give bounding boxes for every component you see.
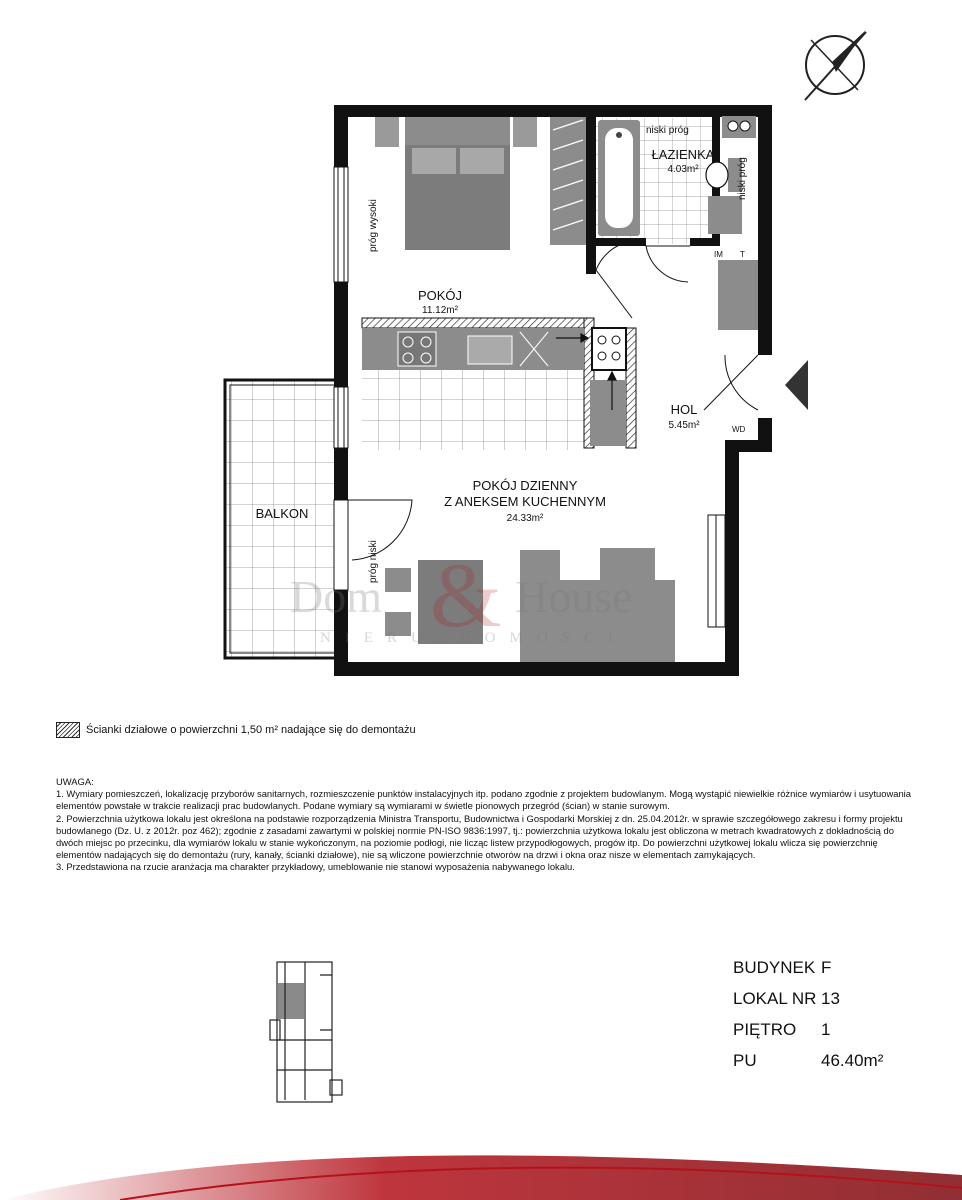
living-area: 24.33m² [506, 513, 544, 524]
hall-name: HOL [670, 402, 698, 417]
spec-value: F [821, 957, 832, 977]
key-plan [270, 962, 342, 1102]
t-label: T [740, 250, 745, 259]
note-item: 3. Przedstawiona na rzucie aranżacja ma charakter przykładowy, umeblowanie nie stanowi wyposażenia nabywanego lokalu. [56, 861, 575, 873]
bedroom-area: 11.12m² [422, 305, 458, 316]
note-item: 2. Powierzchnia użytkowa lokalu jest określona na podstawie rozporządzenia Ministra Transportu, Budownictwa i Gospodarki Morskiej z dn. 25.04.2012r. w sprawie szczegółowego zakresu i formy projektu budowlanego (Dz. U. z 2012r. poz 462); zgodnie z zasadami zawartymi w polskiej normie PN-ISO 9836:1997, tj.: powierzchnia użytkowa lokalu jest obliczona w metrach kwadratowych z dokładnością do dwóch miejsc po przecinku, dla wymiarów lokalu w stanie wykończonym, na poziomie podłogi, nie licząc listew przypodłogowych, progów itp. Do powierzchni użytkowej lokalu wlicza się powierzchnię elementów nadających się do demontażu (rury, kanały, ścianki działowe), nie są wliczone powierzchnie otworów na drzwi i okna oraz nisze w elementach zamykających. [56, 812, 906, 861]
legend [56, 722, 416, 738]
spec-row-area [733, 1045, 883, 1076]
bathroom-area: 4.03m² [667, 164, 699, 175]
bed [375, 117, 537, 250]
washbasin [722, 116, 756, 138]
spec-value: 1 [821, 1019, 831, 1039]
decorative-swoosh [0, 1155, 962, 1200]
living-name-line2: Z ANEKSEM KUCHENNYM [444, 494, 606, 509]
unit-specs [733, 952, 883, 1076]
threshold-low-top-label: niski próg [646, 125, 689, 136]
spec-value: 13 [821, 988, 840, 1008]
bedroom-name: POKÓJ [417, 288, 463, 303]
dining-set [385, 560, 483, 644]
note-item: 1. Wymiary pomieszczeń, lokalizację przyborów sanitarnych, rozmieszczenie punktów instalacyjnych itp. podano zgodnie z projektem budowlanym. Mogą wystąpić niewielkie różnice wymiarów i usytuowania elementów powstałe w trakcie realizacji prac budowlanych. Podane wymiary są wymiarami w świetle pionowych przegród (ścian) w stanie surowym. [56, 788, 914, 812]
spec-label: PIĘTRO [733, 1019, 797, 1039]
spec-label: LOKAL NR [733, 988, 817, 1008]
watermark-brand-a: Dom [290, 571, 382, 622]
spec-row-unit [733, 983, 883, 1014]
spec-label: PU [733, 1050, 757, 1070]
entrance-arrow-icon [785, 360, 808, 410]
im-label: IM [714, 250, 723, 259]
notes [56, 776, 916, 874]
legend-text: Ścianki działowe o powierzchni 1,50 m² nadające się do demontażu [86, 724, 416, 736]
notes-title: UWAGA: [56, 776, 94, 787]
hatch-swatch-icon [56, 722, 80, 738]
spec-row-floor [733, 1014, 883, 1045]
washing-machine [708, 196, 742, 234]
wd-label: WD [732, 425, 746, 434]
watermark-amp: & [430, 544, 502, 646]
compass-icon [805, 30, 866, 100]
hall-area: 5.45m² [668, 420, 700, 431]
spec-value: 46.40m² [821, 1050, 884, 1070]
threshold-low-label: próg niski [368, 540, 379, 583]
living-name-line1: POKÓJ DZIENNY [472, 478, 578, 493]
watermark-brand-b: House [515, 571, 633, 622]
sofa [520, 548, 675, 662]
spec-label: BUDYNEK [733, 957, 816, 977]
balcony-name: BALKON [255, 506, 309, 521]
bathtub [598, 120, 640, 236]
kitchen-floor [362, 370, 584, 450]
threshold-low-side-label: niski próg [737, 157, 748, 200]
spec-row-building [733, 952, 883, 983]
bathroom-name: ŁAZIENKA [651, 147, 715, 162]
watermark-subtitle: NIERUCHOMOŚCI [320, 630, 628, 646]
threshold-high-label: próg wysoki [368, 199, 379, 252]
